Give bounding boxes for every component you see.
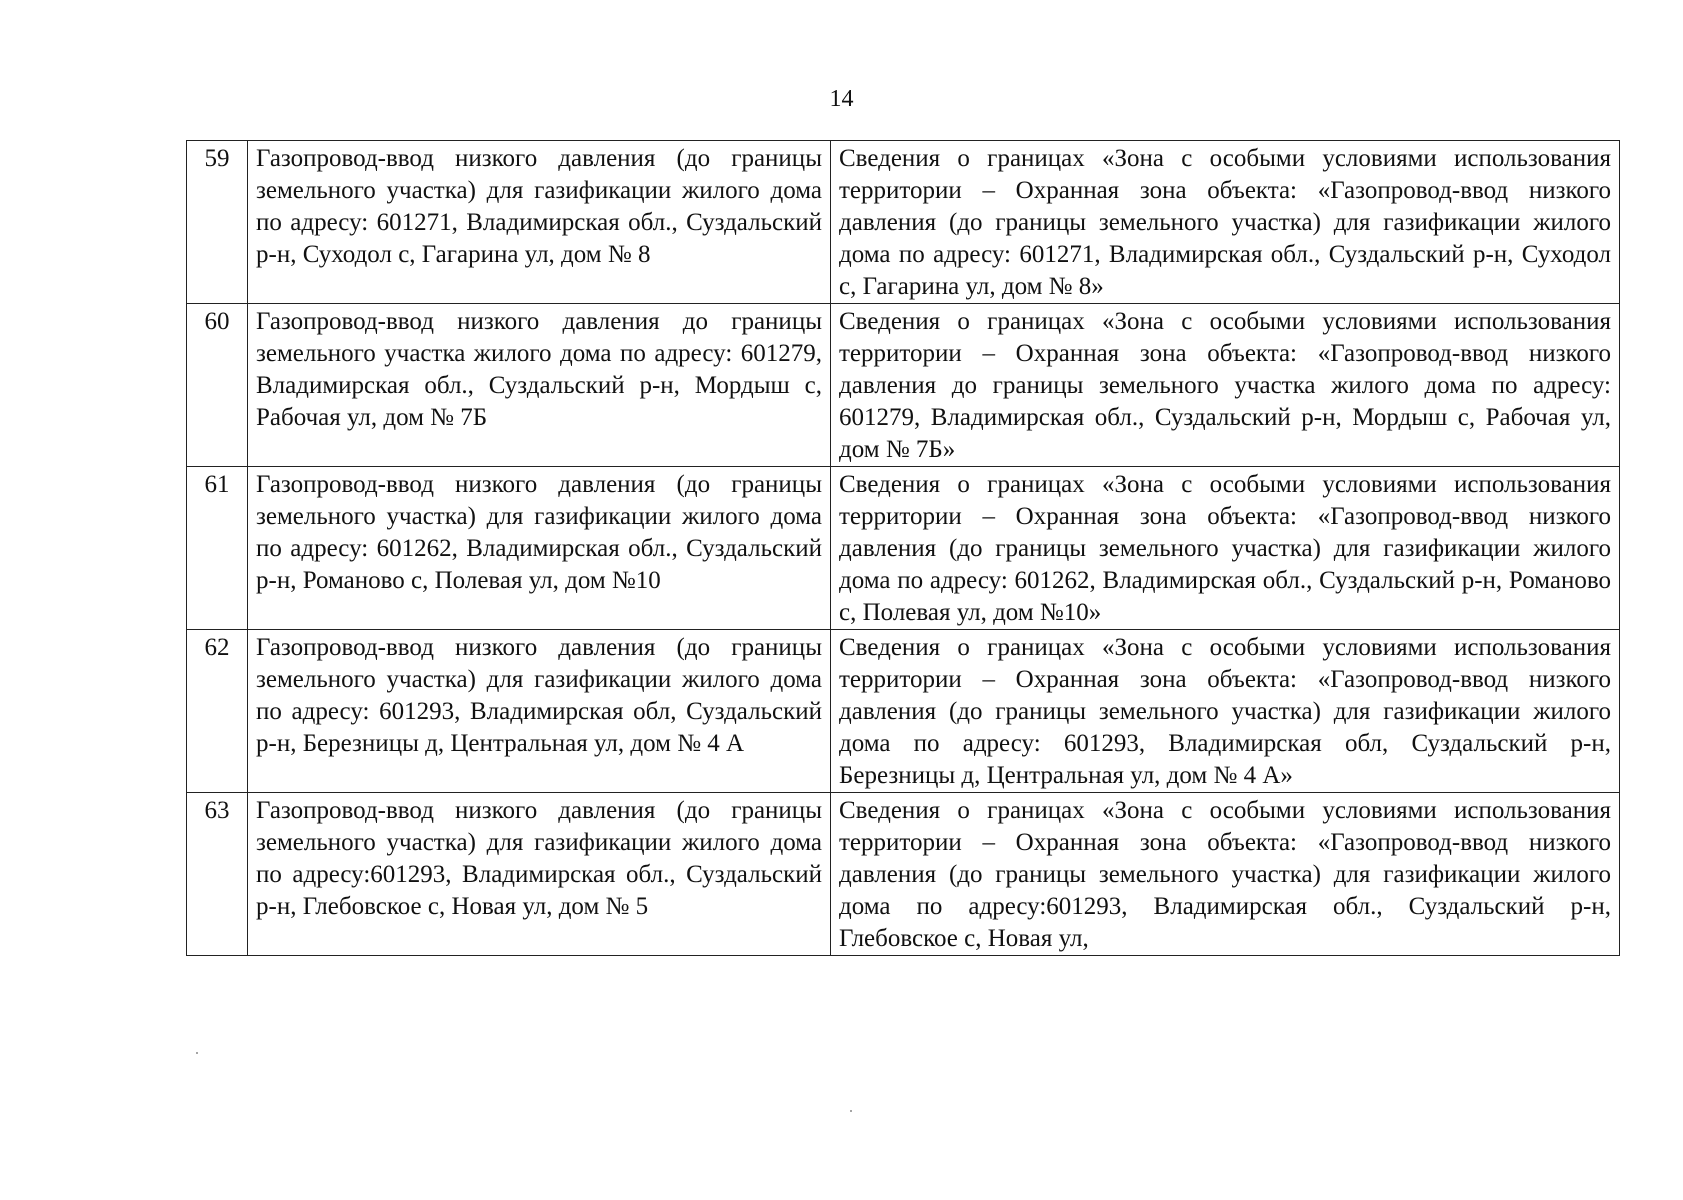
zone-information: Сведения о границах «Зона с особыми условиями использования территории – Охранная зона объекта: «Газопровод-ввод низкого давления (до границы земельного участка) для газификации жилого дома по адресу: 601293, Владимирская обл, Суздальский р-н, Березницы д, Центральная ул, дом № 4 А» [831,630,1620,793]
table-row [187,141,1620,304]
zone-information: Сведения о границах «Зона с особыми условиями использования территории – Охранная зона объекта: «Газопровод-ввод низкого давления до границы земельного участка жилого дома по адресу: 601279, Владимирская обл., Суздальский р-н, Мордыш с, Рабочая ул, дом № 7Б» [831,304,1620,467]
row-number: 63 [187,793,248,956]
scan-speck [850,1110,852,1112]
object-description: Газопровод-ввод низкого давления (до границы земельного участка) для газификации жилого дома по адресу:601293, Владимирская обл., Суздальский р-н, Глебовское с, Новая ул, дом № 5 [248,793,831,956]
table-row [187,793,1620,956]
row-number: 61 [187,467,248,630]
page-number: 14 [829,86,854,112]
scan-speck [196,1052,198,1054]
object-description: Газопровод-ввод низкого давления (до границы земельного участка) для газификации жилого дома по адресу: 601293, Владимирская обл, Суздальский р-н, Березницы д, Центральная ул, дом № 4 А [248,630,831,793]
zone-information: Сведения о границах «Зона с особыми условиями использования территории – Охранная зона объекта: «Газопровод-ввод низкого давления (до границы земельного участка) для газификации жилого дома по адресу: 601262, Владимирская обл., Суздальский р-н, Романово с, Полевая ул, дом №10» [831,467,1620,630]
row-number: 60 [187,304,248,467]
row-number: 62 [187,630,248,793]
table-row [187,630,1620,793]
object-description: Газопровод-ввод низкого давления (до границы земельного участка) для газификации жилого дома по адресу: 601262, Владимирская обл., Суздальский р-н, Романово с, Полевая ул, дом №10 [248,467,831,630]
object-description: Газопровод-ввод низкого давления (до границы земельного участка) для газификации жилого дома по адресу: 601271, Владимирская обл., Суздальский р-н, Суходол с, Гагарина ул, дом № 8 [248,141,831,304]
table-row [187,304,1620,467]
row-number: 59 [187,141,248,304]
zone-information: Сведения о границах «Зона с особыми условиями использования территории – Охранная зона объекта: «Газопровод-ввод низкого давления (до границы земельного участка) для газификации жилого дома по адресу:601293, Владимирская обл., Суздальский р-н, Глебовское с, Новая ул, [831,793,1620,956]
object-description: Газопровод-ввод низкого давления до границы земельного участка жилого дома по адресу: 601279, Владимирская обл., Суздальский р-н, Мордыш с, Рабочая ул, дом № 7Б [248,304,831,467]
zone-information: Сведения о границах «Зона с особыми условиями использования территории – Охранная зона объекта: «Газопровод-ввод низкого давления (до границы земельного участка) для газификации жилого дома по адресу: 601271, Владимирская обл., Суздальский р-н, Суходол с, Гагарина ул, дом № 8» [831,141,1620,304]
table-row [187,467,1620,630]
registry-table [186,140,1620,956]
